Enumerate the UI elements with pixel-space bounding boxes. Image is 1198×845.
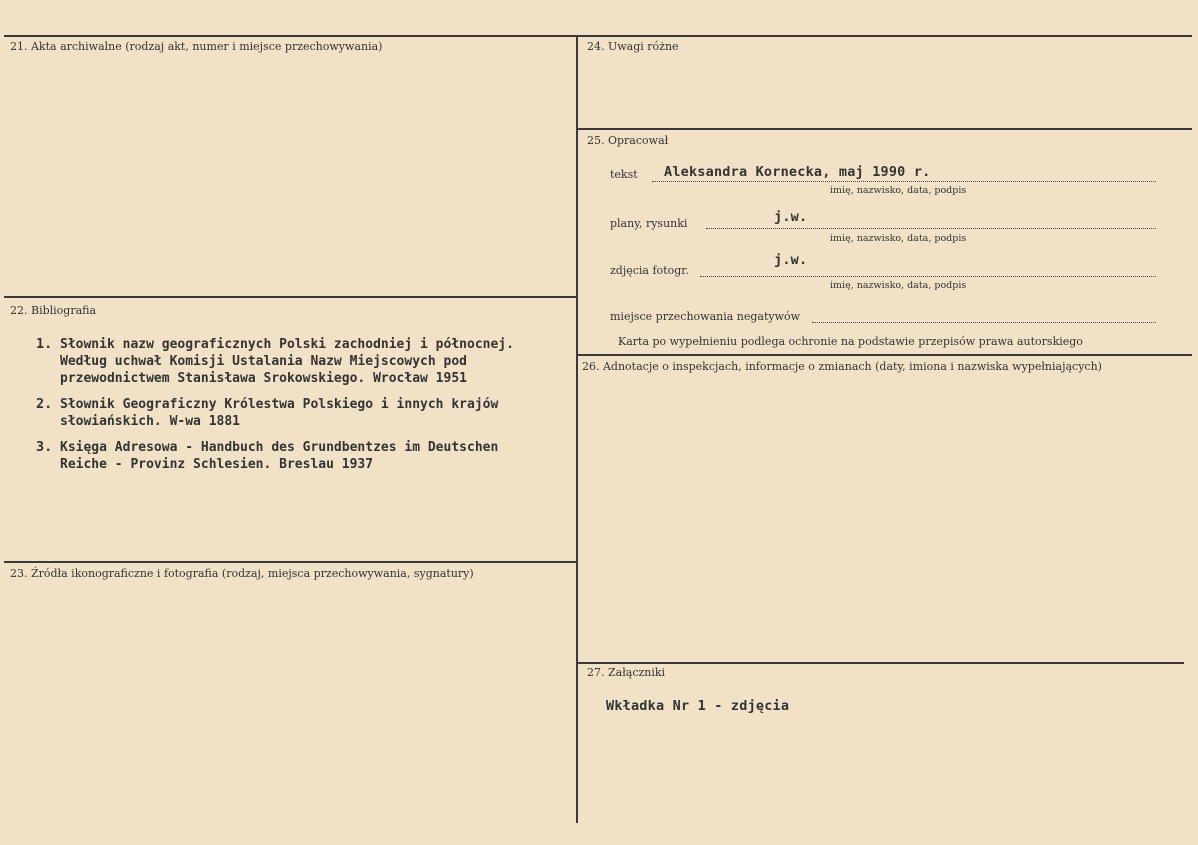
copyright-note: Karta po wypełnieniu podlega ochronie na podstawie przepisów prawa autorskiego bbox=[618, 335, 1083, 348]
bibliography-item-text: Księga Adresowa - Handbuch des Grundbentzes im Deutschen Reiche - Provinz Schlesien. Breslau 1937 bbox=[60, 440, 499, 472]
bibliography-item bbox=[36, 336, 576, 387]
bibliography-item-text: Słownik nazw geograficznych Polski zachodniej i północnej. Według uchwał Komisji Ustalania Nazw Miejscowych pod przewodnictwem Stanisława Srokowskiego. Wrocław 1951 bbox=[60, 337, 514, 386]
zdjecia-value: j.w. bbox=[774, 252, 808, 268]
plany-dotted-line bbox=[706, 228, 1156, 229]
tekst-caption: imię, nazwisko, data, podpis bbox=[830, 185, 967, 196]
rule-27 bbox=[578, 662, 1184, 664]
rule-25 bbox=[578, 128, 1192, 130]
bibliography-item bbox=[36, 396, 576, 430]
zdjecia-dotted-line bbox=[700, 276, 1156, 277]
bibliography-item-number: 3. bbox=[36, 439, 53, 455]
section-22-label: 22. Bibliografia bbox=[10, 304, 97, 317]
zdjecia-label: zdjęcia fotogr. bbox=[610, 264, 689, 277]
negatywy-label: miejsce przechowania negatywów bbox=[610, 310, 801, 323]
section-23-label: 23. Źródła ikonograficzne i fotografia (rodzaj, miejsca przechowywania, sygnatury) bbox=[10, 567, 474, 580]
attachments-value: Wkładka Nr 1 - zdjęcia bbox=[606, 698, 790, 714]
section-21-label: 21. Akta archiwalne (rodzaj akt, numer i miejsce przechowywania) bbox=[10, 40, 383, 53]
section-26-label: 26. Adnotacje o inspekcjach, informacje o zmianach (daty, imiona i nazwiska wypełniających) bbox=[582, 360, 1102, 373]
tekst-label: tekst bbox=[610, 168, 638, 181]
plany-label: plany, rysunki bbox=[610, 217, 688, 230]
rule-26 bbox=[578, 354, 1192, 356]
section-27-label: 27. Załączniki bbox=[587, 666, 666, 679]
bibliography-list bbox=[36, 336, 576, 482]
negatywy-dotted-line bbox=[812, 322, 1156, 323]
rule-23 bbox=[4, 561, 577, 563]
plany-caption: imię, nazwisko, data, podpis bbox=[830, 233, 967, 244]
tekst-dotted-line bbox=[652, 181, 1156, 182]
bibliography-item-number: 1. bbox=[36, 336, 53, 352]
plany-value: j.w. bbox=[774, 209, 808, 225]
bibliography-item-number: 2. bbox=[36, 396, 53, 412]
bibliography-item-text: Słownik Geograficzny Królestwa Polskiego i innych krajów słowiańskich. W-wa 1881 bbox=[60, 397, 499, 429]
center-divider bbox=[576, 35, 578, 823]
zdjecia-caption: imię, nazwisko, data, podpis bbox=[830, 280, 967, 291]
section-24-label: 24. Uwagi różne bbox=[587, 40, 679, 53]
bibliography-item bbox=[36, 439, 576, 473]
section-25-label: 25. Opracował bbox=[587, 134, 669, 147]
tekst-value: Aleksandra Kornecka, maj 1990 r. bbox=[664, 164, 931, 180]
rule-22 bbox=[4, 296, 577, 298]
top-rule bbox=[4, 35, 1192, 37]
